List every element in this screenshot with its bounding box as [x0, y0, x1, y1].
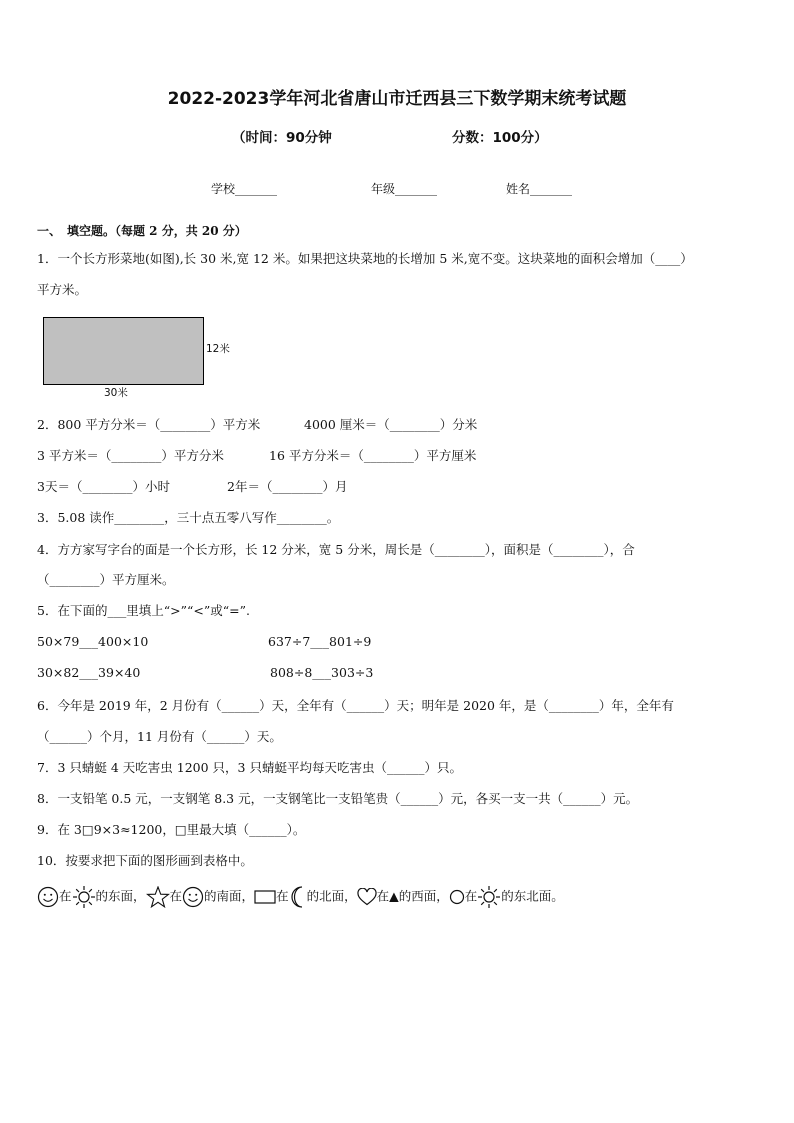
sun-icon: [477, 885, 501, 909]
question-4-line-2: （________）平方厘米。: [37, 572, 175, 587]
exam-score: 分数：100分）: [452, 130, 548, 146]
figure-width-label: 30米: [104, 387, 128, 399]
question-5-b: 637÷7___801÷9: [268, 634, 372, 649]
exam-time: （时间：90分钟: [232, 130, 332, 146]
school-field: 学校_______: [211, 182, 278, 196]
question-6-line-2: （______）个月，11 月份有（______）天。: [37, 729, 282, 744]
smiley-icon: [37, 886, 59, 908]
figure-height-label: 12米: [206, 343, 230, 355]
sun-icon: [72, 885, 96, 909]
question-2-b: 4000 厘米＝（________）分米: [304, 417, 478, 432]
question-5-d: 808÷8___303÷3: [270, 665, 374, 680]
question-2-f: 2年＝（________）月: [227, 479, 348, 494]
star-icon: [146, 886, 170, 908]
question-9: 9．在 3□9×3≈1200，□里最大填（______）。: [37, 822, 306, 837]
question-1-line-1: 1．一个长方形菜地(如图),长 30 米,宽 12 米。如果把这块菜地的长增加 5 米,宽不变。这块菜地的面积会增加（____）: [37, 251, 693, 266]
rectangle-figure: [43, 317, 204, 385]
question-1-line-2: 平方米。: [37, 282, 88, 297]
question-5-a: 50×79___400×10: [37, 634, 149, 649]
question-2-c: 3 平方米＝（________）平方分米: [37, 448, 224, 463]
question-7: 7．3 只蜻蜓 4 天吃害虫 1200 只，3 只蜻蜓平均每天吃害虫（______）只。: [37, 760, 462, 775]
moon-icon: [289, 885, 307, 909]
question-4-line-1: 4．方方家写字台的面是一个长方形，长 12 分米，宽 5 分米，周长是（________），面积是（________），合: [37, 542, 635, 557]
page-title: 2022-2023学年河北省唐山市迁西县三下数学期末统考试题: [167, 89, 627, 109]
question-5-c: 30×82___39×40: [37, 665, 141, 680]
smiley-icon: [182, 886, 204, 908]
question-2-e: 3天＝（________）小时: [37, 479, 170, 494]
question-6-line-1: 6．今年是 2019 年，2 月份有（______）天，全年有（______）天；明年是 2020 年，是（________）年，全年有: [37, 698, 674, 713]
question-10: 10．按要求把下面的图形画到表格中。: [37, 853, 253, 868]
heart-icon: [357, 888, 377, 906]
question-3: 3．5.08 读作________，三十点五零八写作________。: [37, 510, 340, 525]
question-10-shapes-line: 在 的东面， 在 的南面， 在 的北面， 在▲的西面， 在 的东北面。: [37, 885, 564, 909]
rectangle-icon: [254, 889, 276, 905]
section-title: 一、 填空题。（每题 2 分，共 20 分）: [37, 224, 247, 238]
grade-field: 年级_______: [371, 182, 438, 196]
question-2-d: 16 平方分米＝（________）平方厘米: [269, 448, 477, 463]
name-field: 姓名_______: [506, 182, 573, 196]
circle-icon: [449, 889, 465, 905]
question-8: 8．一支铅笔 0.5 元，一支钢笔 8.3 元，一支钢笔比一支铅笔贵（______）元，各买一支一共（______）元。: [37, 791, 639, 806]
question-5: 5．在下面的___里填上“>”“<”或“=”.: [37, 603, 250, 618]
question-2-a: 2．800 平方分米＝（________）平方米: [37, 417, 261, 432]
